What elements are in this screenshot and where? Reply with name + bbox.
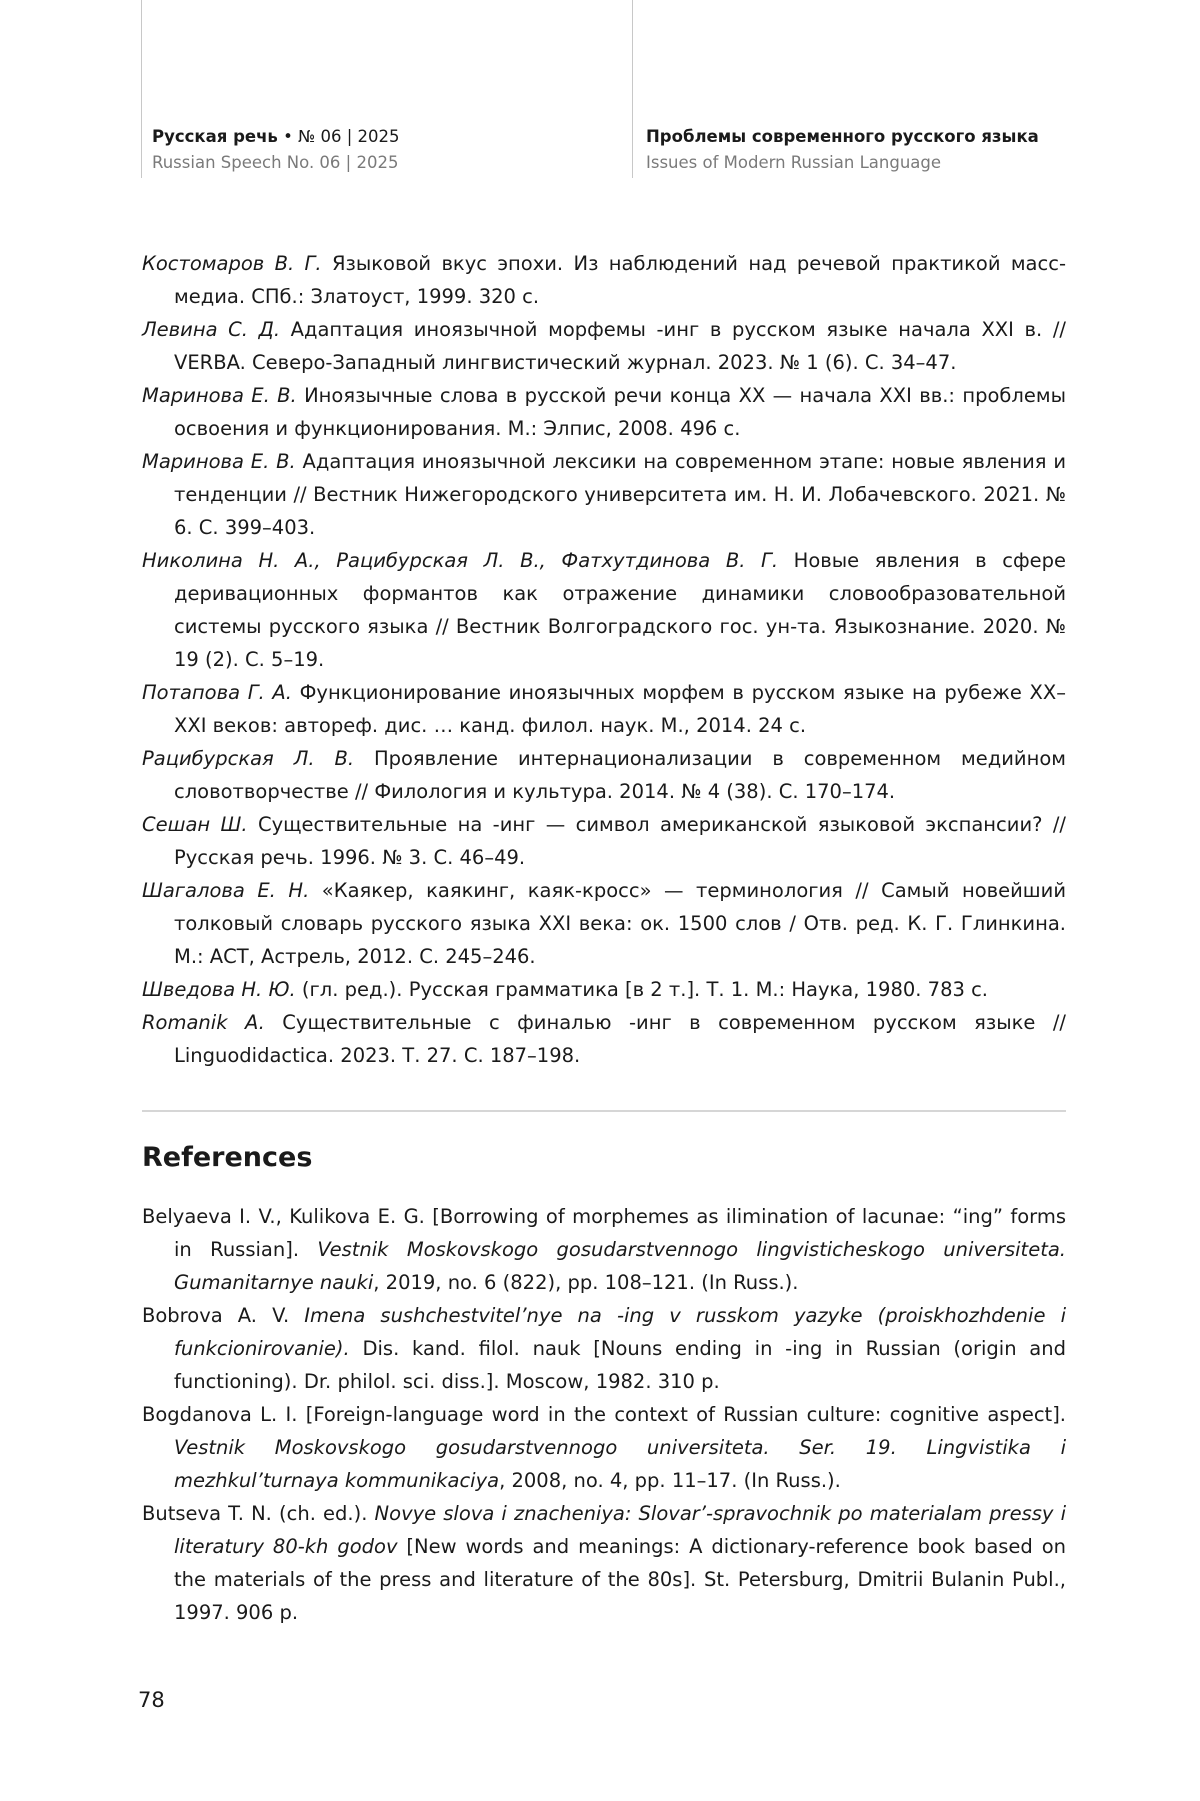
references-heading: References	[142, 1142, 313, 1173]
reference-text: , 2019, no. 6 (822), pp. 108–121. (In Russ.).	[373, 1271, 799, 1294]
reference-text: Иноязычные слова в русской речи конца XX — начала XXI вв.: проблемы освоения и функционирования. М.: Элпис, 2008. 496 с.	[174, 384, 1066, 440]
section-english-title: Issues of Modern Russian Language	[646, 153, 942, 172]
reference-item	[142, 874, 1066, 973]
reference-author: Потапова Г. А.	[142, 681, 292, 704]
reference-text: Belyaeva I. V., Kulikova E. G. [Borrowing of morphemes as ilimination of lacunae: “ing” forms in Russian].	[142, 1205, 1066, 1261]
reference-author: Шагалова Е. Н.	[142, 879, 310, 902]
reference-italic-title: Vestnik Moskovskogo gosudarstvennogo universiteta. Ser. 19. Lingvistika i mezhkul’turnaya kommunikaciya	[174, 1436, 1066, 1492]
reference-text: Проявление интернационализации в современном медийном словотворчестве // Филология и культура. 2014. № 4 (38). С. 170–174.	[174, 747, 1066, 803]
reference-item	[142, 1497, 1066, 1629]
reference-italic-title: Imena sushchestvitel’nye na -ing v russkom yazyke (proiskhozhdenie i funkcionirovanie).	[174, 1304, 1066, 1360]
reference-text: [New words and meanings: A dictionary-reference book based on the materials of the press and literature of the 80s]. St. Petersburg, Dmitrii Bulanin Publ., 1997. 906 p.	[174, 1535, 1067, 1624]
reference-italic-title: Vestnik Moskovskogo gosudarstvennogo lingvisticheskogo universiteta. Gumanitarnye nauki	[174, 1238, 1066, 1294]
english-reference-list	[142, 1200, 1066, 1629]
reference-text: Bobrova A. V.	[142, 1304, 305, 1327]
reference-item	[142, 544, 1066, 676]
reference-text: Butseva T. N. (ch. ed.).	[142, 1502, 375, 1525]
reference-item	[142, 676, 1066, 742]
reference-author: Костомаров В. Г.	[142, 252, 322, 275]
running-header-section	[646, 124, 1039, 176]
page-number: 78	[138, 1688, 165, 1712]
reference-item	[142, 808, 1066, 874]
reference-text: Адаптация иноязычной морфемы -инг в русском языке начала XXI в. // VERBA. Северо-Западный лингвистический журнал. 2023. № 1 (6). С. 34–47.	[174, 318, 1066, 374]
reference-item	[142, 1006, 1066, 1072]
bullet-separator: •	[283, 127, 299, 146]
reference-item	[142, 1398, 1066, 1497]
journal-english-title: Russian Speech No. 06 | 2025	[152, 153, 399, 172]
reference-item	[142, 247, 1066, 313]
header-divider-left	[141, 0, 142, 178]
reference-text: Адаптация иноязычной лексики на современном этапе: новые явления и тенденции // Вестник Нижегородского университета им. Н. И. Лобачевского. 2021. № 6. С. 399–403.	[174, 450, 1066, 539]
reference-text: (гл. ред.). Русская грамматика [в 2 т.]. Т. 1. М.: Наука, 1980. 783 с.	[295, 978, 988, 1001]
reference-item	[142, 445, 1066, 544]
reference-item	[142, 313, 1066, 379]
reference-text: Существительные на -инг — символ американской языковой экспансии? // Русская речь. 1996. № 3. С. 46–49.	[174, 813, 1066, 869]
reference-item	[142, 379, 1066, 445]
reference-text: , 2008, no. 4, pp. 11–17. (In Russ.).	[499, 1469, 841, 1492]
journal-issue: № 06 | 2025	[298, 127, 400, 146]
reference-author: Левина С. Д.	[142, 318, 281, 341]
reference-text: «Каякер, каякинг, каяк-кросс» — терминология // Самый новейший толковый словарь русского языка XXI века: ок. 1500 слов / Отв. ред. К. Г. Глинкина. М.: АСТ, Астрель, 2012. С. 245–246.	[174, 879, 1066, 968]
running-header-journal	[152, 124, 400, 176]
reference-item	[142, 1299, 1066, 1398]
reference-text: Новые явления в сфере деривационных формантов как отражение динамики словообразовательной системы русского языка // Вестник Волгоградского гос. ун-та. Языкознание. 2020. № 19 (2). С. 5–19.	[174, 549, 1066, 671]
reference-author: Маринова Е. В.	[142, 384, 297, 407]
reference-item	[142, 742, 1066, 808]
header-divider-middle	[632, 0, 633, 178]
reference-text: Языковой вкус эпохи. Из наблюдений над речевой практикой масс-медиа. СПб.: Златоуст, 1999. 320 с.	[174, 252, 1066, 308]
reference-item	[142, 973, 1066, 1006]
reference-author: Николина Н. А., Рацибурская Л. В., Фатхутдинова В. Г.	[142, 549, 779, 572]
reference-text: Существительные с финалью -инг в современном русском языке // Linguodidactica. 2023. Т. 27. С. 187–198.	[174, 1011, 1066, 1067]
reference-author: Romanik A.	[142, 1011, 265, 1034]
section-title: Проблемы современного русского языка	[646, 127, 1039, 146]
reference-text: Bogdanova L. I. [Foreign-language word in the context of Russian culture: cognitive aspect].	[142, 1403, 1066, 1426]
reference-author: Рацибурская Л. В.	[142, 747, 355, 770]
russian-reference-list	[142, 247, 1066, 1072]
reference-item	[142, 1200, 1066, 1299]
reference-text: Dis. kand. filol. nauk [Nouns ending in -ing in Russian (origin and functioning). Dr. philol. sci. diss.]. Moscow, 1982. 310 p.	[174, 1337, 1066, 1393]
reference-italic-title: Novye slova i znacheniya: Slovar’-spravochnik po materialam pressy i literatury 80-kh godov	[174, 1502, 1066, 1558]
reference-author: Шведова Н. Ю.	[142, 978, 296, 1001]
section-divider	[142, 1110, 1066, 1112]
reference-author: Маринова Е. В.	[142, 450, 296, 473]
reference-author: Сешан Ш.	[142, 813, 248, 836]
journal-title: Русская речь	[152, 127, 278, 146]
reference-text: Функционирование иноязычных морфем в русском языке на рубеже XX–XXI веков: автореф. дис. … канд. филол. наук. М., 2014. 24 с.	[174, 681, 1066, 737]
